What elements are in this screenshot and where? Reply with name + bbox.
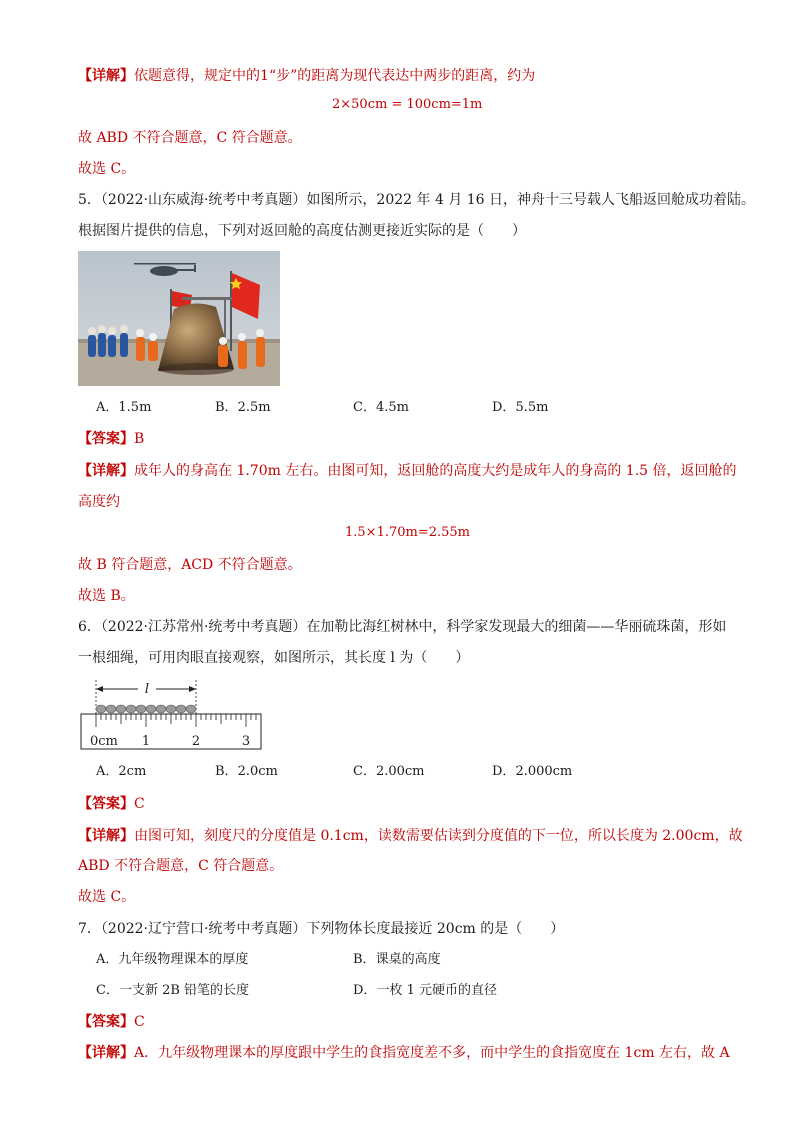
- q5-option-c: C．4.5m: [353, 400, 409, 415]
- q5-stem-line1: 5．（2022·山东威海·统考中考真题）如图所示，2022 年 4 月 16 日，神舟十三号载人飞船返回舱成功着陆。: [78, 192, 756, 208]
- q5-formula: 1.5×1.70m=2.55m: [345, 525, 471, 540]
- q5-answer: 【答案】B: [78, 431, 145, 447]
- length-symbol-label: l: [144, 682, 150, 697]
- q5-answer-line: 故选 B。: [78, 588, 135, 604]
- q5-detail-line1: 【详解】成年人的身高在 1.70m 左右。由图可知，返回舱的高度大约是成年人的身高的 1.5 倍，返回舱的: [78, 463, 737, 479]
- ruler-label-3: 3: [241, 734, 251, 749]
- q5-option-a: A．1.5m: [96, 400, 152, 415]
- q6-answer: 【答案】C: [78, 796, 145, 812]
- q7-option-c: C．一支新 2B 铅笔的长度: [96, 983, 250, 998]
- q6-stem-line2: 一根细绳，可用肉眼直接观察，如图所示，其长度 l 为（ ）: [78, 650, 470, 666]
- q7-option-d: D．一枚 1 元硬币的直径: [353, 983, 497, 998]
- q7-option-b: B．课桌的高度: [353, 952, 441, 967]
- q5-conclusion: 故 B 符合题意，ACD 不符合题意。: [78, 557, 302, 573]
- q4-detail: 【详解】依题意得，规定中的1“步”的距离为现代表达中两步的距离，约为: [78, 68, 536, 84]
- q5-detail-line2: 高度约: [78, 494, 120, 510]
- q6-option-a: A．2cm: [96, 764, 147, 779]
- ruler-label-0: 0cm: [90, 734, 118, 749]
- q7-answer: 【答案】C: [78, 1014, 145, 1030]
- q4-answer-line: 故选 C。: [78, 161, 136, 177]
- q6-option-c: C．2.00cm: [353, 764, 425, 779]
- q6-option-d: D．2.000cm: [492, 764, 573, 779]
- q6-stem-line1: 6．（2022·江苏常州·统考中考真题）在加勒比海红树林中，科学家发现最大的细菌——华丽硫珠菌，形如: [78, 619, 727, 635]
- ruler-label-1: 1: [141, 734, 151, 749]
- q7-option-a: A．九年级物理课本的厚度: [96, 952, 249, 967]
- q4-formula: 2×50cm = 100cm=1m: [332, 97, 483, 112]
- q6-answer-line: 故选 C。: [78, 889, 136, 905]
- ruler-figure: [78, 676, 264, 752]
- q5-stem-line2: 根据图片提供的信息，下列对返回舱的高度估测更接近实际的是（ ）: [78, 223, 526, 239]
- q5-option-d: D．5.5m: [492, 400, 549, 415]
- capsule-landing-photo: [78, 251, 280, 386]
- q6-detail-line1: 【详解】由图可知，刻度尺的分度值是 0.1cm，读数需要估读到分度值的下一位，所以长度为 2.00cm，故: [78, 828, 743, 844]
- q6-detail-line2: ABD 不符合题意，C 符合题意。: [78, 858, 284, 874]
- q6-option-b: B．2.0cm: [215, 764, 278, 779]
- detail-tag: 【详解】: [78, 68, 134, 84]
- q5-option-b: B．2.5m: [215, 400, 271, 415]
- ruler-label-2: 2: [191, 734, 201, 749]
- q7-detail-line1: 【详解】A．九年级物理课本的厚度跟中学生的食指宽度差不多，而中学生的食指宽度在 1cm 左右，故 A: [78, 1045, 730, 1061]
- q7-stem-line1: 7．（2022·辽宁营口·统考中考真题）下列物体长度最接近 20cm 的是（ ）: [78, 921, 565, 937]
- q4-conclusion: 故 ABD 不符合题意，C 符合题意。: [78, 130, 302, 146]
